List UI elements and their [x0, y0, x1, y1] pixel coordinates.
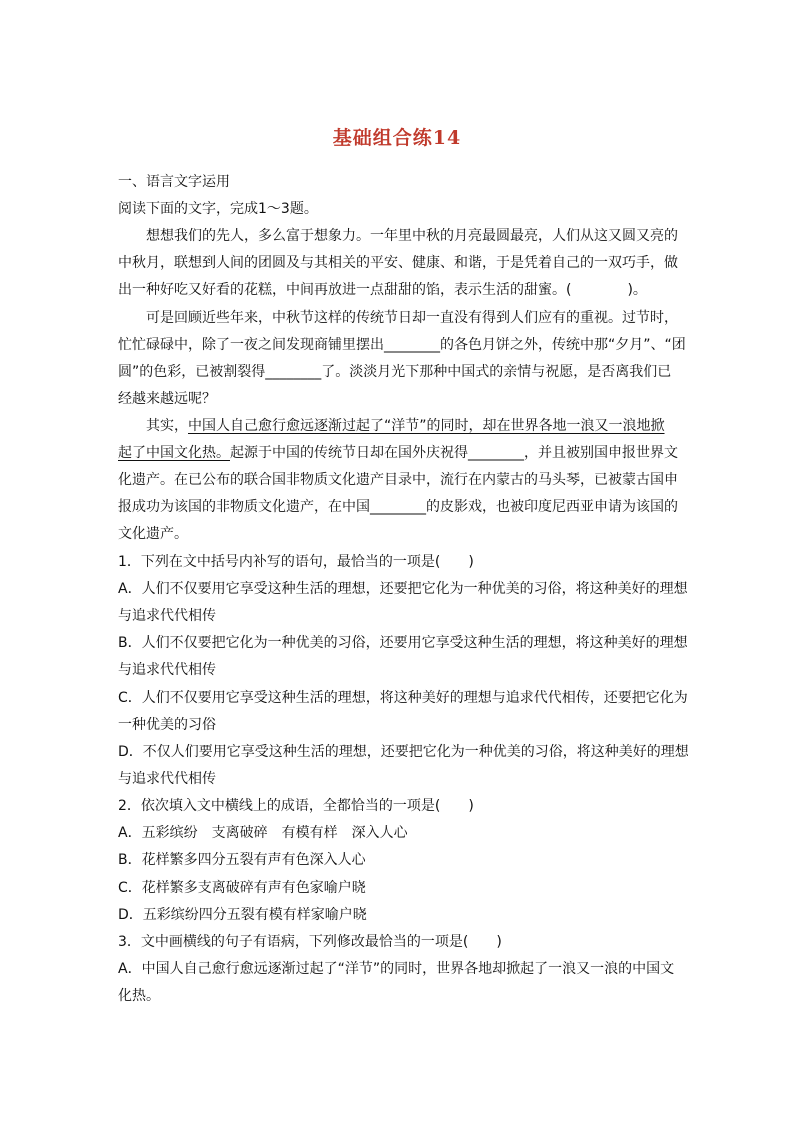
- passage-line: 可是回顾近些年来，中秋节这样的传统节日却一直没有得到人们应有的重视。过节时，: [146, 310, 678, 326]
- passage-line: 圆”的色彩，已被割裂得________了。淡淡月光下那种中国式的亲情与祝愿，是否离我们已: [118, 364, 672, 380]
- option-line: 与追求代代相传: [118, 608, 216, 624]
- section-heading: 一、语言文字运用: [118, 174, 230, 190]
- passage-line: [118, 417, 706, 435]
- underlined-sentence: 中国人自己愈行愈远逐渐过起了“洋节”的同时，却在世界各地一浪又一浪地掀: [188, 418, 665, 434]
- option-line: C．人们不仅要用它享受这种生活的理想，将这种美好的理想与追求代代相传，还要把它化为: [118, 690, 688, 706]
- option-line: 与追求代代相传: [118, 771, 216, 787]
- passage-line: 文化遗产。: [118, 526, 188, 542]
- passage-line: 报成功为该国的非物质文化遗产，在中国________的皮影戏，也被印度尼西亚申请为该国的: [118, 499, 678, 515]
- option-line: 与追求代代相传: [118, 662, 216, 678]
- passage-line: [118, 444, 678, 462]
- passage-line: 想想我们的先人，多么富于想象力。一年里中秋的月亮最圆最亮，人们从这又圆又亮的: [146, 228, 678, 244]
- option-line: B．人们不仅要把它化为一种优美的习俗，还要用它享受这种生活的理想，将这种美好的理想: [118, 635, 688, 651]
- option-line: A．人们不仅要用它享受这种生活的理想，还要把它化为一种优美的习俗，将这种美好的理想: [118, 581, 688, 597]
- option-line: C．花样繁多支离破碎有声有色家喻户晓: [118, 880, 366, 896]
- passage-line: 出一种好吃又好看的花糕，中间再放进一点甜甜的馅，表示生活的甜蜜。( )。: [118, 282, 647, 298]
- option-line: 一种优美的习俗: [118, 717, 216, 733]
- passage-text: 其实，: [146, 418, 188, 434]
- underlined-sentence: 起了中国文化热。: [118, 445, 230, 461]
- question-1-stem: 1．下列在文中括号内补写的语句，最恰当的一项是( ): [118, 554, 474, 570]
- question-2-stem: 2．依次填入文中横线上的成语，全都恰当的一项是( ): [118, 798, 474, 814]
- question-3-stem: 3．文中画横线的句子有语病，下列修改最恰当的一项是( ): [118, 934, 502, 950]
- option-line: 化热。: [118, 988, 160, 1004]
- option-line: D．五彩缤纷四分五裂有模有样家喻户晓: [118, 907, 367, 923]
- page-title: 基础组合练14: [332, 127, 462, 149]
- passage-line: 忙忙碌碌中，除了一夜之间发现商铺里摆出________的各色月饼之外，传统中那“夕月”、“团: [118, 337, 686, 353]
- passage-line: 中秋月，联想到人间的团圆及与其相关的平安、健康、和谐，于是凭着自己的一双巧手，做: [118, 255, 678, 271]
- passage-text: 起源于中国的传统节日却在国外庆祝得________，并且被别国申报世界文: [230, 445, 678, 461]
- passage-line: 经越来越远呢？: [118, 391, 216, 407]
- option-line: A．五彩缤纷 支离破碎 有模有样 深入人心: [118, 825, 408, 841]
- option-line: D．不仅人们要用它享受这种生活的理想，还要把它化为一种优美的习俗，将这种美好的理想: [118, 744, 689, 760]
- instruction-text: 阅读下面的文字，完成1～3题。: [118, 201, 318, 217]
- passage-line: 化遗产。在已公布的联合国非物质文化遗产目录中，流行在内蒙古的马头琴，已被蒙古国申: [118, 472, 678, 488]
- option-line: B．花样繁多四分五裂有声有色深入人心: [118, 852, 366, 868]
- option-line: A．中国人自己愈行愈远逐渐过起了“洋节”的同时，世界各地却掀起了一浪又一浪的中国文: [118, 961, 675, 977]
